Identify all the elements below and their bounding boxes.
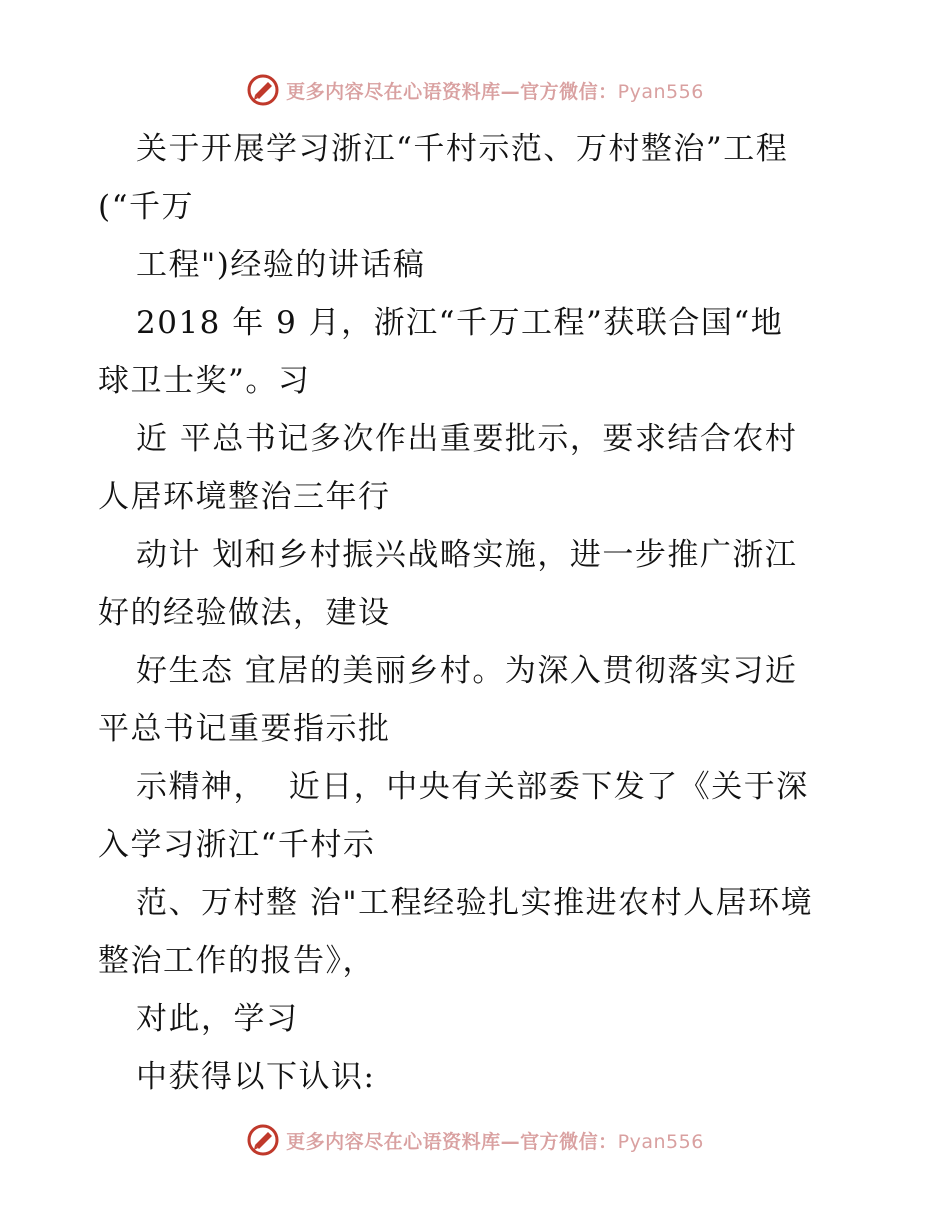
doc-line: 近 平总书记多次作出重要批示，要求结合农村: [136, 421, 798, 457]
watermark-id: Pyan556: [617, 80, 704, 103]
doc-line: 中获得以下认识:: [136, 1059, 376, 1095]
doc-line: 工程")经验的讲话稿: [136, 247, 426, 283]
doc-line: 示精神， 近日，中央有关部委下发了《关于深: [136, 769, 809, 805]
document-body: [98, 120, 858, 1106]
doc-line: 好的经验做法，建设: [98, 595, 391, 631]
doc-line: 球卫士奖”。习: [98, 363, 311, 399]
doc-line: 整治工作的报告》，: [98, 943, 375, 979]
doc-line: 对此，学习: [136, 1001, 299, 1037]
doc-line: 入学习浙江“千村示: [98, 827, 376, 863]
watermark-logo-icon: [246, 1123, 280, 1157]
doc-line: 2018 年 9 月，浙江“千万工程”获联合国“地: [136, 305, 784, 341]
doc-line: (“千万: [98, 189, 194, 225]
watermark-text: 更多内容尽在心语资料库—官方微信：Pyan556: [286, 80, 704, 103]
doc-line: 人居环境整治三年行: [98, 479, 391, 515]
footer-watermark: [0, 1118, 950, 1162]
header-watermark: [0, 68, 950, 112]
doc-line: 关于开展学习浙江“千村示范、万村整治”工程: [136, 131, 789, 167]
doc-line: 好生态 宜居的美丽乡村。为深入贯彻落实习近: [136, 653, 798, 689]
watermark-text: 更多内容尽在心语资料库—官方微信：Pyan556: [286, 1130, 704, 1153]
doc-line: 动计 划和乡村振兴战略实施，进一步推广浙江: [136, 537, 798, 573]
doc-line: 平总书记重要指示批: [98, 711, 391, 747]
doc-line: 范、万村整 治"工程经验扎实推进农村人居环境: [136, 885, 814, 921]
watermark-logo-icon: [246, 73, 280, 107]
watermark-id: Pyan556: [617, 1130, 704, 1153]
